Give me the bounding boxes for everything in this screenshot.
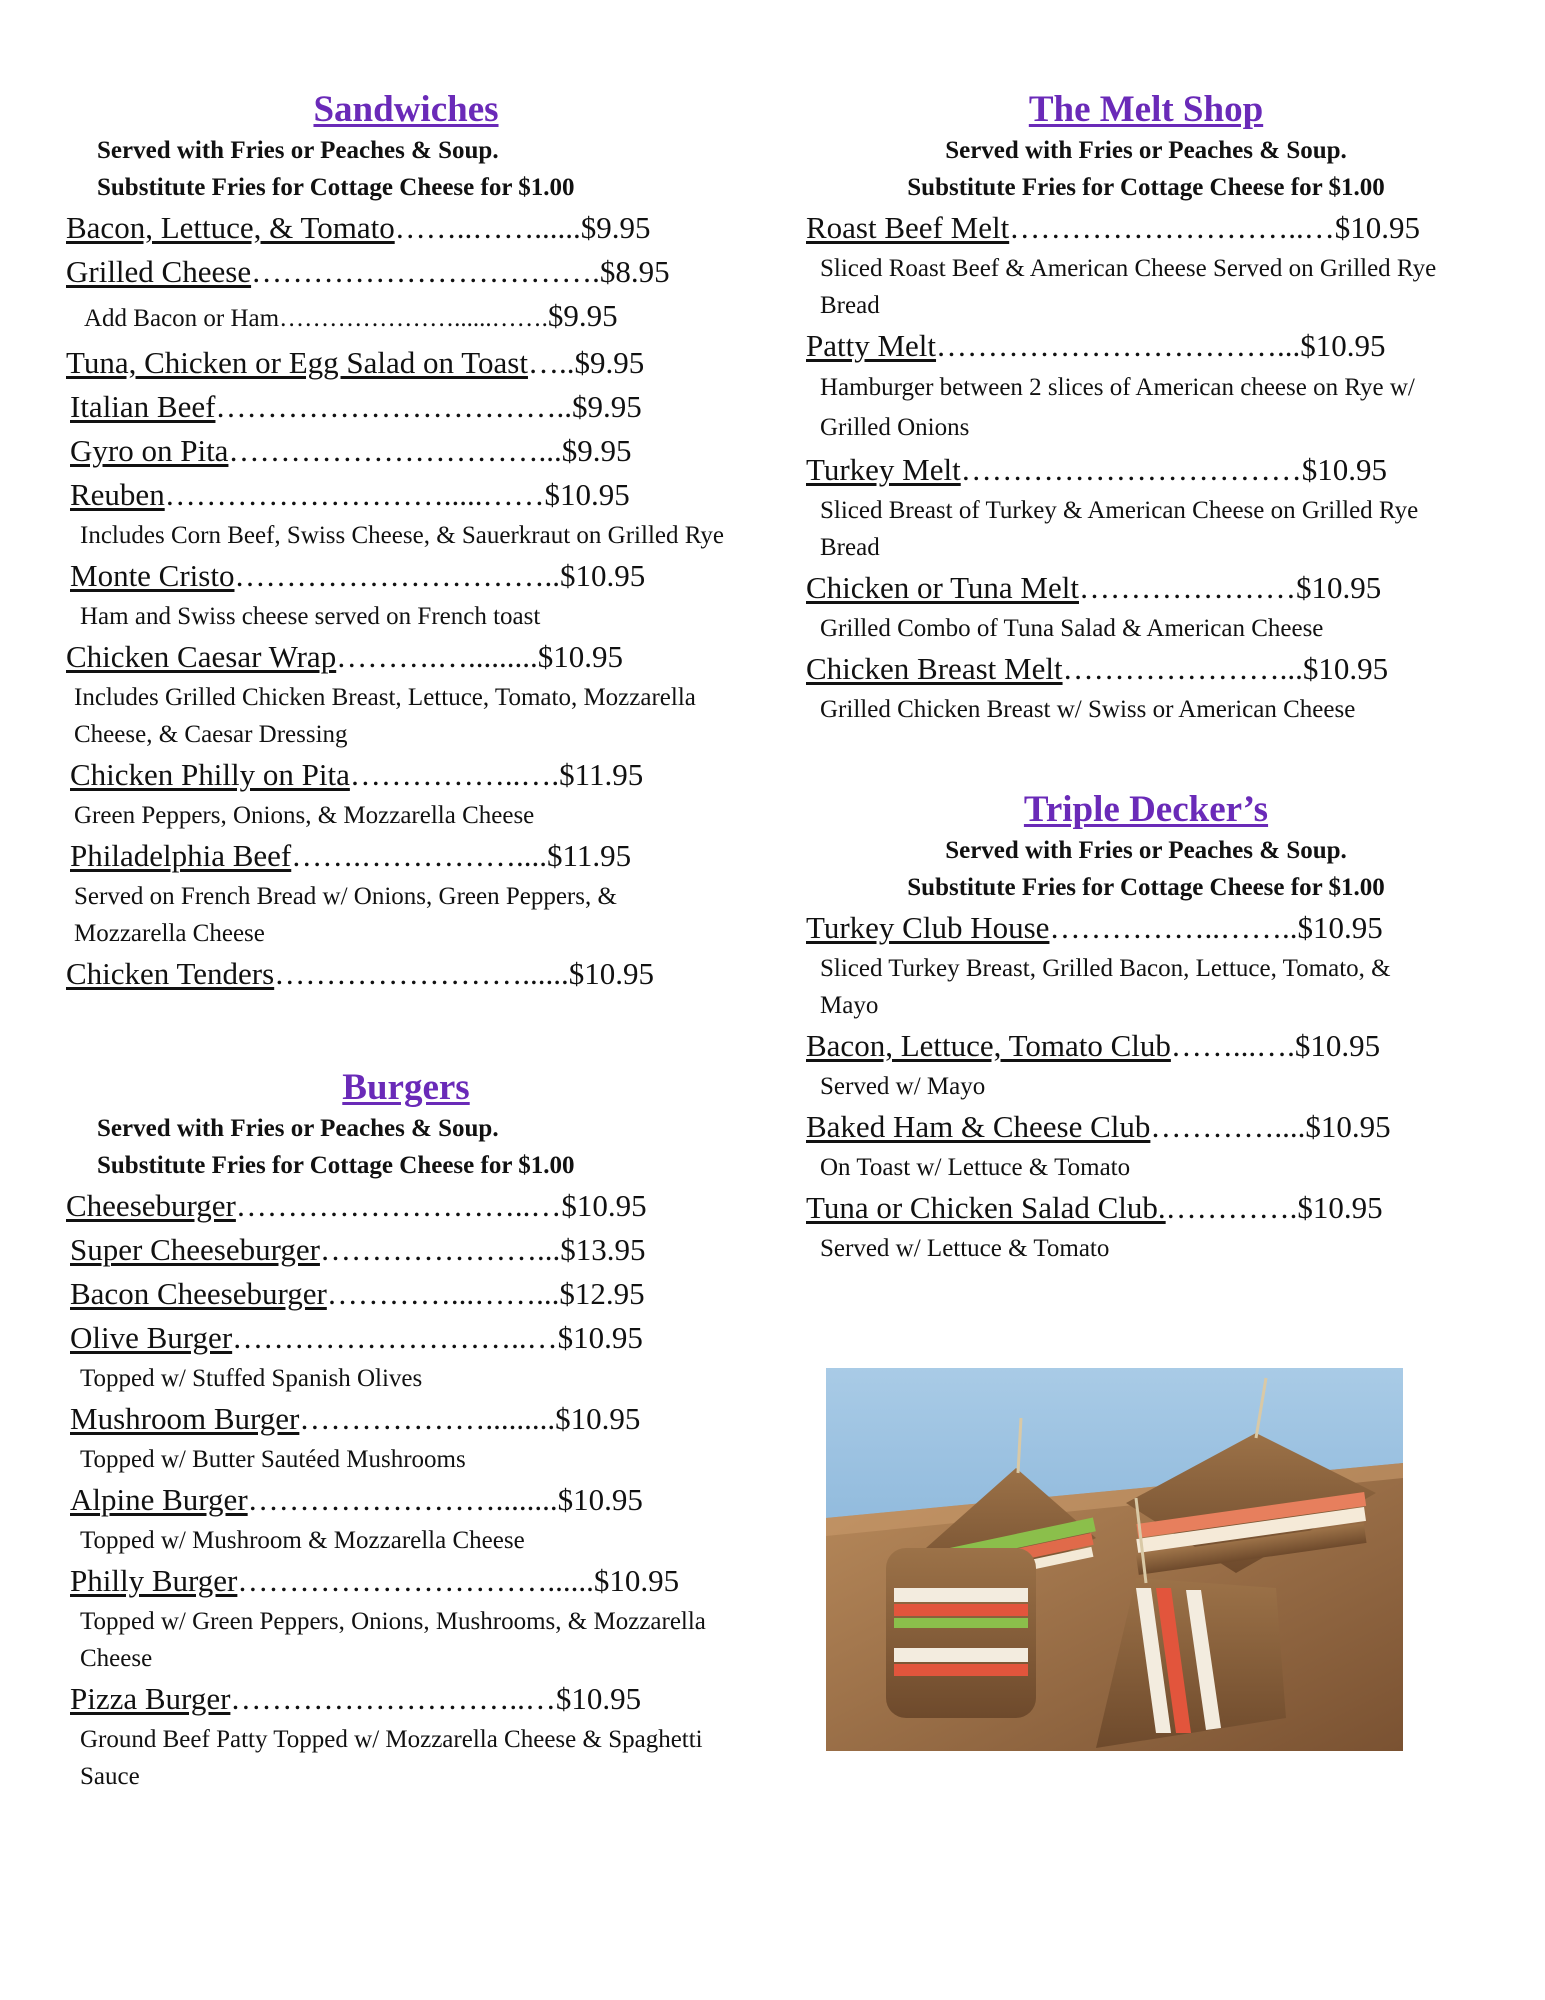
item-name: Mushroom Burger [70,1401,300,1436]
item-description: Grilled Chicken Breast w/ Swiss or American Cheese [820,696,1356,723]
item-dots: ………………………..… [235,1188,562,1223]
item-name: Baked Ham & Cheese Club [806,1109,1151,1144]
item-price: $10.95 [593,1563,680,1598]
item-dots: ……………..…….. [1049,910,1298,945]
item-name: Grilled Cheese [66,254,252,289]
item-name: Chicken Tenders [66,956,275,991]
item-price: $10.95 [1295,570,1382,605]
item-dots: …………………………… [960,452,1302,487]
item-price: $10.95 [1334,210,1420,245]
item-price: $13.95 [560,1232,646,1267]
item-dots: ………………………..… [1009,210,1335,245]
item-dots: ………………………..… [232,1320,558,1355]
section-note: Substitute Fries for Cottage Cheese for $1.00 [97,1152,575,1179]
item-name: Italian Beef [70,389,216,424]
item-name: Chicken Breast Melt [806,651,1063,686]
item-name: Tuna, Chicken or Egg Salad on Toast [66,345,528,380]
item-description: Green Peppers, Onions, & Mozzarella Cheese [74,802,535,829]
item-dots: …………………... [319,1232,561,1267]
item-price: $10.95 [1302,651,1389,686]
menu-item [806,1105,1486,1149]
item-price: $11.95 [559,757,644,792]
menu-item [806,647,1486,691]
menu-item [66,1228,746,1272]
item-description: Topped w/ Mushroom & Mozzarella Cheese [80,1527,525,1554]
section-title-burgers: Burgers [342,1067,470,1108]
section-note: Substitute Fries for Cottage Cheese for $1.00 [97,174,575,201]
menu-item [66,429,746,473]
item-price: $10.95 [555,1401,641,1436]
item-description: Ground Beef Patty Topped w/ Mozzarella Cheese & Spaghetti Sauce [80,1726,703,1790]
item-dots: ……………………………... [936,328,1301,363]
item-name: Roast Beef Melt [806,210,1010,245]
item-name: Cheeseburger [66,1188,236,1223]
item-description: Topped w/ Green Peppers, Onions, Mushrooms, & Mozzarella Cheese [80,1608,706,1672]
item-dots: …………………... [1062,651,1303,686]
item-price: $10.95 [561,1188,647,1223]
menu-item [66,1316,746,1360]
item-dots: ……...…. [1170,1028,1295,1063]
item-dots: ………………………..… [230,1681,556,1716]
item-dots: …………………………... [228,433,562,468]
item-name: Chicken Philly on Pita [70,757,350,792]
item-description: Sliced Turkey Breast, Grilled Bacon, Lettuce, Tomato, & Mayo [820,955,1391,1019]
item-dots: …….…………….... [291,838,547,873]
item-name: Turkey Club House [806,910,1050,945]
item-dots: …………………………….. [215,389,572,424]
menu-item [66,1478,746,1522]
club-sandwich-photo [826,1368,1403,1751]
menu-item [806,566,1486,610]
left-column [66,88,746,1795]
section-note: Served with Fries or Peaches & Soup. [945,137,1347,164]
item-price: $10.95 [1300,328,1386,363]
item-name: Chicken or Tuna Melt [806,570,1079,605]
item-price: $9.95 [571,389,642,424]
menu-item [66,1272,746,1316]
item-description: On Toast w/ Lettuce & Tomato [820,1154,1131,1181]
item-name: Monte Cristo [70,558,235,593]
item-description: Topped w/ Butter Sautéed Mushrooms [80,1446,466,1473]
item-description: Topped w/ Stuffed Spanish Olives [80,1365,423,1392]
item-price: $10.95 [1305,1109,1391,1144]
item-dots: …………. [1165,1190,1298,1225]
item-price: $10.95 [1301,452,1387,487]
item-price: $10.95 [555,1681,642,1716]
menu-item [806,1186,1486,1230]
item-dots: ……………………….....…… [164,477,545,512]
menu-item [66,1184,746,1228]
item-price: $9.95 [580,210,651,245]
item-description: Grilled Combo of Tuna Salad & American Cheese [820,615,1324,642]
menu-item [806,206,1486,250]
item-name: Alpine Burger [70,1482,248,1517]
item-name: Reuben [70,477,165,512]
menu-item [66,554,746,598]
item-price: $9.95 [547,298,618,333]
item-name: Chicken Caesar Wrap [66,639,337,674]
item-price: $10.95 [568,956,654,991]
item-price: $10.95 [1297,1190,1383,1225]
section-note: Served with Fries or Peaches & Soup. [97,137,499,164]
menu-item [66,341,746,385]
section-note: Substitute Fries for Cottage Cheese for $1.00 [907,174,1385,201]
menu-item [66,473,746,517]
menu-item [66,250,746,294]
item-name: Gyro on Pita [70,433,229,468]
item-dots: …………………………...... [237,1563,594,1598]
menu-item [66,834,746,878]
item-description: Ham and Swiss cheese served on French toast [80,603,541,630]
item-name: Philly Burger [70,1563,238,1598]
section-title-melt-shop: The Melt Shop [1028,89,1264,130]
item-name: Tuna or Chicken Salad Club. [806,1190,1166,1225]
item-description: Served w/ Lettuce & Tomato [820,1235,1110,1262]
item-price: $9.95 [574,345,645,380]
item-price: $12.95 [559,1276,645,1311]
item-dots: ………………… [1078,570,1296,605]
item-description: Served on French Bread w/ Onions, Green Peppers, & Mozzarella Cheese [74,883,617,947]
item-dots: ………….... [1150,1109,1306,1144]
item-price: $9.95 [561,433,632,468]
item-dots: ….. [527,345,575,380]
menu-item [66,385,746,429]
item-name: Patty Melt [806,328,937,363]
item-description: Sliced Roast Beef & American Cheese Served on Grilled Rye Bread [820,255,1437,319]
item-dots: ……………………...... [274,956,569,991]
item-name: Pizza Burger [70,1681,231,1716]
item-name: Super Cheeseburger [70,1232,320,1267]
menu-item [806,324,1486,368]
section-note: Served with Fries or Peaches & Soup. [97,1115,499,1142]
item-name: Bacon, Lettuce, Tomato Club [806,1028,1171,1063]
item-description: Hamburger between 2 slices of American cheese on Rye w/ Grilled Onions [820,374,1415,441]
item-price: $8.95 [599,254,670,289]
item-price: $10.95 [557,1320,643,1355]
menu-item [66,952,746,996]
item-name: Philadelphia Beef [70,838,292,873]
item-name: Bacon, Lettuce, & Tomato [66,210,395,245]
menu-item [806,448,1486,492]
item-description: Sliced Breast of Turkey & American Cheese on Grilled Rye Bread [820,497,1419,561]
section-note: Substitute Fries for Cottage Cheese for $1.00 [907,874,1385,901]
section-note: Served with Fries or Peaches & Soup. [945,837,1347,864]
item-name: Turkey Melt [806,452,961,487]
menu-item [66,206,746,250]
item-price: $10.95 [557,1482,643,1517]
item-dots: ……..……...... [394,210,581,245]
item-dots: ………………......... [299,1401,556,1436]
item-description: Served w/ Mayo [820,1073,986,1100]
item-description: Includes Corn Beef, Swiss Cheese, & Sauerkraut on Grilled Rye [80,522,725,549]
menu-item [806,1024,1486,1068]
item-name: Olive Burger [70,1320,233,1355]
item-dots: ………………………….. [234,558,560,593]
item-dots: …………...……... [326,1276,560,1311]
item-price: $10.95 [537,639,623,674]
section-title-sandwiches: Sandwiches [313,89,499,130]
item-price: $11.95 [547,838,632,873]
item-dots: …………………......……. [279,305,548,332]
menu-item [66,1677,746,1721]
right-column [806,88,1486,1267]
item-dots: ……………………………. [251,254,600,289]
menu-item [806,906,1486,950]
item-price: $10.95 [544,477,630,512]
item-dots: ……….…......... [336,639,538,674]
menu-item [66,1559,746,1603]
item-price: $10.95 [559,558,646,593]
menu-item [66,753,746,797]
item-description: Includes Grilled Chicken Breast, Lettuce, Tomato, Mozzarella Cheese, & Caesar Dressing [74,684,696,748]
addon-name: Add Bacon or Ham [84,305,280,332]
item-dots: ……………………........ [247,1482,558,1517]
item-dots: ……………..…. [349,757,560,792]
menu-item [66,635,746,679]
item-name: Bacon Cheeseburger [70,1276,327,1311]
menu-addon [66,294,746,341]
item-price: $10.95 [1294,1028,1381,1063]
menu-item [66,1397,746,1441]
item-price: $10.95 [1297,910,1383,945]
section-title-triple-deckers: Triple Decker’s [1023,789,1269,830]
